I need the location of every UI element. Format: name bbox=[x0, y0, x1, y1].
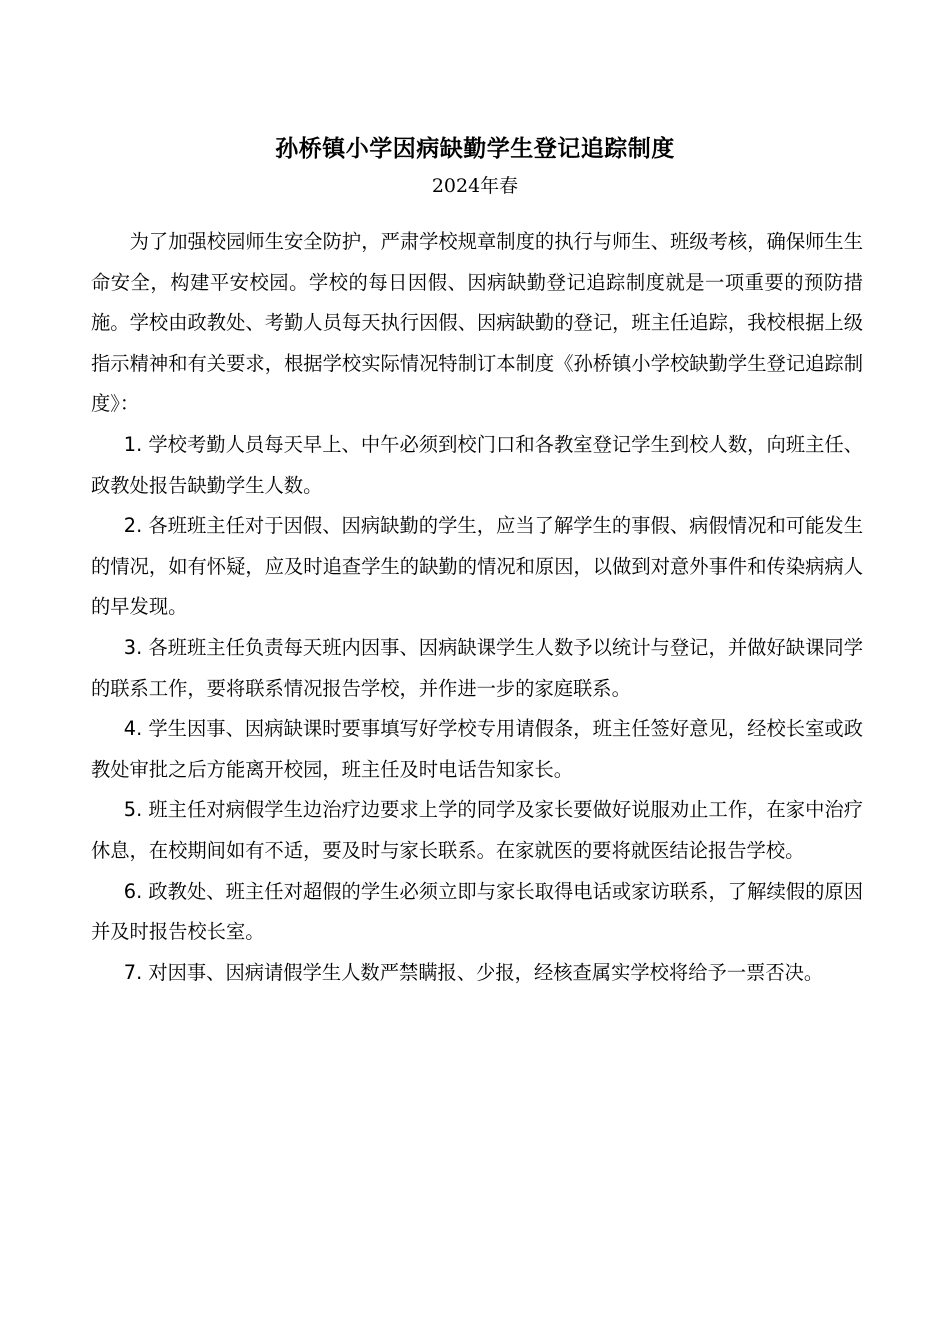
rule-item-5: 5. 班主任对病假学生边治疗边要求上学的同学及家长要做好说服劝止工作，在家中治疗休息，在校期间如有不适，要及时与家长联系。在家就医的要将就医结论报告学校。 bbox=[91, 798, 863, 862]
rule-item-6: 6. 政教处、班主任对超假的学生必须立即与家长取得电话或家访联系，了解续假的原因并及时报告校长室。 bbox=[91, 879, 863, 944]
rule-item-4: 4. 学生因事、因病缺课时要事填写好学校专用请假条，班主任签好意见，经校长室或政教处审批之后方能离开校园，班主任及时电话告知家长。 bbox=[91, 717, 863, 781]
document-body bbox=[91, 222, 863, 993]
rule-item-7: 7. 对因事、因病请假学生人数严禁瞒报、少报，经核查属实学校将给予一票否决。 bbox=[123, 960, 824, 984]
intro-paragraph: 为了加强校园师生安全防护，严肃学校规章制度的执行与师生、班级考核，确保师生生命安全，构建平安校园。学校的每日因假、因病缺勤登记追踪制度就是一项重要的预防措施。学校由政教处、考勤人员每天执行因假、因病缺勤的登记，班主任追踪，我校根据上级指示精神和有关要求，根据学校实际情况特制订本制度《孙桥镇小学校缺勤学生登记追踪制度》： bbox=[91, 230, 863, 416]
document-subtitle: 2024年春 bbox=[431, 175, 519, 197]
document-title: 孙桥镇小学因病缺勤学生登记追踪制度 bbox=[275, 136, 675, 162]
rule-item-2: 2. 各班班主任对于因假、因病缺勤的学生，应当了解学生的事假、病假情况和可能发生的情况，如有怀疑，应及时追查学生的缺勤的情况和原因，以做到对意外事件和传染病病人的早发现。 bbox=[91, 514, 863, 619]
rule-item-3: 3. 各班班主任负责每天班内因事、因病缺课学生人数予以统计与登记，并做好缺课同学的联系工作，要将联系情况报告学校，并作进一步的家庭联系。 bbox=[91, 635, 863, 700]
rule-item-1: 1. 学校考勤人员每天早上、中午必须到校门口和各教室登记学生到校人数，向班主任、政教处报告缺勤学生人数。 bbox=[91, 432, 863, 497]
